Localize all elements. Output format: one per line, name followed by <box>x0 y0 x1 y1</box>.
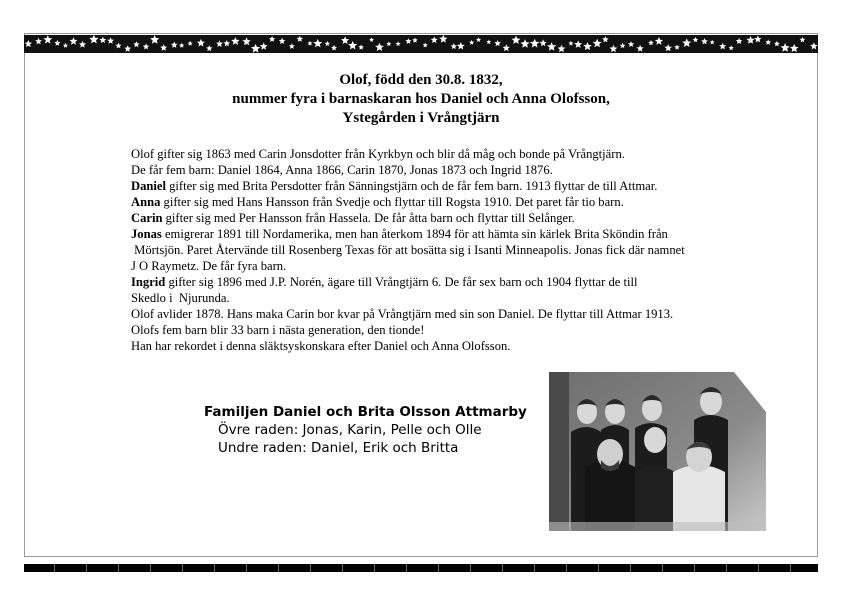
person-name: Daniel <box>131 179 166 193</box>
border-tick <box>278 564 279 572</box>
paragraph-text: gifter sig med Per Hansson från Hassela. De får åtta barn och flyttar till Selånger. <box>162 211 575 225</box>
paragraph-line: De får fem barn: Daniel 1864, Anna 1866, Carin 1870, Jonas 1873 och Ingrid 1876. <box>131 163 553 177</box>
caption-upper-row: Övre raden: Jonas, Karin, Pelle och Olle <box>218 422 482 438</box>
border-tick <box>790 564 791 572</box>
border-tick <box>598 564 599 572</box>
photo-caption <box>204 403 527 457</box>
border-tick <box>118 564 119 572</box>
caption-lower-row: Undre raden: Daniel, Erik och Britta <box>218 440 459 456</box>
border-tick <box>54 564 55 572</box>
border-tick <box>374 564 375 572</box>
person-name: Anna <box>131 195 161 209</box>
title-line-3: Ystegården i Vrångtjärn <box>342 110 500 126</box>
border-tick <box>662 564 663 572</box>
body-text <box>131 146 771 354</box>
border-tick <box>726 564 727 572</box>
border-tick <box>470 564 471 572</box>
star-icon <box>24 35 818 53</box>
paragraph-line: Han har rekordet i denna släktsyskonskara efter Daniel och Anna Olofsson. <box>131 339 511 353</box>
paragraph-line <box>131 194 771 210</box>
paragraph-line: Olofs fem barn blir 33 barn i nästa generation, den tionde! <box>131 323 425 337</box>
paragraph-line: Olof gifter sig 1863 med Carin Jonsdotter från Kyrkbyn och blir då måg och bonde på Vrångtjärn. <box>131 147 625 161</box>
caption-heading: Familjen Daniel och Brita Olsson Attmarby <box>204 404 527 420</box>
paragraph-line: Olof avlider 1878. Hans maka Carin bor kvar på Vrångtjärn med sin son Daniel. De flyttar till Attmar 1913. <box>131 307 674 321</box>
person-name: Carin <box>131 211 163 225</box>
border-tick <box>566 564 567 572</box>
paragraph-line: Mörtsjön. Paret Återvände till Rosenberg Texas för att bosätta sig i Isanti Minneapolis. Jonas fick där namnet <box>131 243 685 257</box>
paragraph-text: gifter sig 1896 med J.P. Norén, ägare till Vrångtjärn 6. De får sex barn och 1904 flyttar de till <box>165 275 638 289</box>
border-tick <box>150 564 151 572</box>
border-tick <box>86 564 87 572</box>
person-name: Jonas <box>131 227 162 241</box>
border-tick <box>502 564 503 572</box>
paragraph-line <box>131 274 771 290</box>
paragraph-line <box>131 210 771 226</box>
paragraph-text: gifter sig med Brita Persdotter från Sänningstjärn och de får fem barn. 1913 flyttar de till Attmar. <box>165 179 658 193</box>
paragraph-text: gifter sig med Hans Hansson från Svedje och flyttar till Rogsta 1910. Det paret får tio barn. <box>160 195 624 209</box>
border-tick <box>534 564 535 572</box>
person-name: Ingrid <box>131 275 166 289</box>
star-border <box>24 35 818 53</box>
border-tick <box>438 564 439 572</box>
title-line-2: nummer fyra i barnaskaran hos Daniel och Anna Olofsson, <box>232 91 610 107</box>
border-tick <box>310 564 311 572</box>
border-tick <box>630 564 631 572</box>
paragraph-line <box>131 226 771 242</box>
title-line-1: Olof, född den 30.8. 1832, <box>339 72 503 88</box>
border-tick <box>246 564 247 572</box>
border-tick <box>182 564 183 572</box>
paragraph-line: Skedlo i Njurunda. <box>131 291 230 305</box>
paragraph-line: J O Raymetz. De får fyra barn. <box>131 259 287 273</box>
border-tick <box>758 564 759 572</box>
bottom-border <box>24 564 818 572</box>
paragraph-text: emigrerar 1891 till Nordamerika, men han återkom 1894 för att hämta sin kärlek Brita Sköndin från <box>161 227 668 241</box>
paragraph-line <box>131 178 771 194</box>
family-photo <box>549 372 766 531</box>
border-tick <box>694 564 695 572</box>
border-tick <box>406 564 407 572</box>
border-tick <box>214 564 215 572</box>
page-title <box>24 71 818 128</box>
border-tick <box>342 564 343 572</box>
